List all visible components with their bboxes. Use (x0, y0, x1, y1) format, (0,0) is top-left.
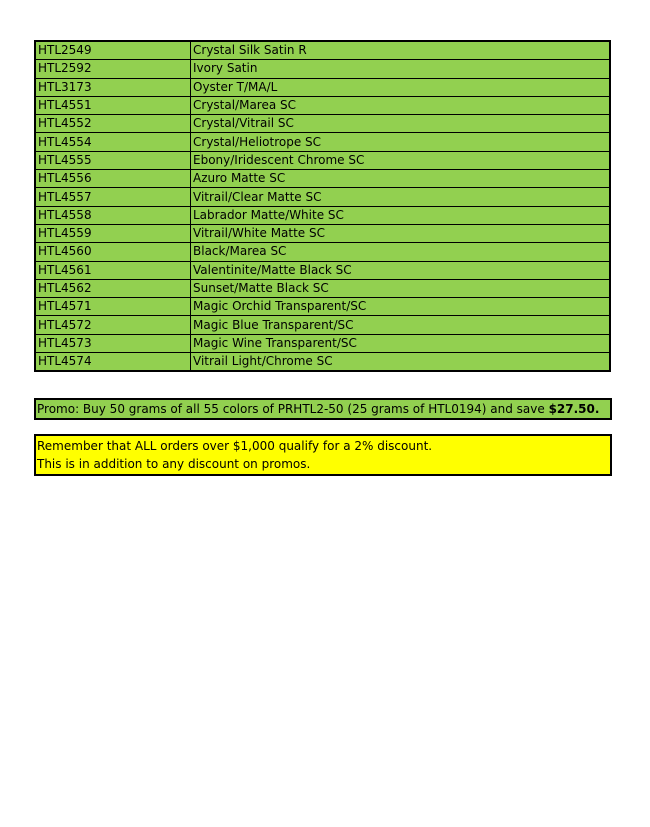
table-row (35, 243, 610, 261)
item-code-cell: HTL4551 (35, 96, 191, 114)
discount-notice (34, 434, 612, 476)
table-row (35, 41, 610, 60)
item-code-cell: HTL2549 (35, 41, 191, 60)
discount-notice-line-2: This is in addition to any discount on promos. (37, 457, 311, 471)
item-code-cell: HTL4554 (35, 133, 191, 151)
table-row (35, 78, 610, 96)
item-name-cell: Labrador Matte/White SC (191, 206, 611, 224)
item-name-cell: Vitrail/White Matte SC (191, 224, 611, 242)
item-code-cell: HTL4559 (35, 224, 191, 242)
item-name-cell: Oyster T/MA/L (191, 78, 611, 96)
item-code-cell: HTL3173 (35, 78, 191, 96)
table-row (35, 60, 610, 78)
item-code-cell: HTL4574 (35, 353, 191, 372)
item-code-cell: HTL4562 (35, 279, 191, 297)
table-row (35, 224, 610, 242)
item-name-cell: Magic Wine Transparent/SC (191, 334, 611, 352)
item-code-cell: HTL4552 (35, 115, 191, 133)
item-name-cell: Ebony/Iridescent Chrome SC (191, 151, 611, 169)
table-row (35, 353, 610, 372)
table-row (35, 115, 610, 133)
table-row (35, 261, 610, 279)
item-name-cell: Magic Blue Transparent/SC (191, 316, 611, 334)
promo-end: . (594, 402, 600, 416)
item-name-cell: Azuro Matte SC (191, 170, 611, 188)
table-row (35, 316, 610, 334)
item-code-cell: HTL4560 (35, 243, 191, 261)
table-row (35, 279, 610, 297)
promo-savings: $27.50 (548, 402, 595, 416)
color-table (34, 40, 611, 372)
table-row (35, 334, 610, 352)
item-name-cell: Magic Orchid Transparent/SC (191, 298, 611, 316)
table-row (35, 170, 610, 188)
item-code-cell: HTL4557 (35, 188, 191, 206)
table-row (35, 133, 610, 151)
item-name-cell: Ivory Satin (191, 60, 611, 78)
item-name-cell: Crystal/Heliotrope SC (191, 133, 611, 151)
item-name-cell: Sunset/Matte Black SC (191, 279, 611, 297)
item-code-cell: HTL4572 (35, 316, 191, 334)
promo-banner (34, 398, 612, 420)
table-row (35, 298, 610, 316)
item-name-cell: Black/Marea SC (191, 243, 611, 261)
item-name-cell: Crystal Silk Satin R (191, 41, 611, 60)
item-name-cell: Vitrail/Clear Matte SC (191, 188, 611, 206)
item-code-cell: HTL4561 (35, 261, 191, 279)
item-code-cell: HTL4571 (35, 298, 191, 316)
item-code-cell: HTL4558 (35, 206, 191, 224)
item-name-cell: Vitrail Light/Chrome SC (191, 353, 611, 372)
table-row (35, 96, 610, 114)
item-code-cell: HTL4556 (35, 170, 191, 188)
item-name-cell: Crystal/Vitrail SC (191, 115, 611, 133)
promo-text: Promo: Buy 50 grams of all 55 colors of PRHTL2-50 (25 grams of HTL0194) and save (37, 402, 549, 416)
color-table-body (35, 41, 610, 371)
table-row (35, 188, 610, 206)
item-name-cell: Valentinite/Matte Black SC (191, 261, 611, 279)
discount-notice-line-1: Remember that ALL orders over $1,000 qualify for a 2% discount. (37, 439, 433, 453)
item-name-cell: Crystal/Marea SC (191, 96, 611, 114)
table-row (35, 206, 610, 224)
item-code-cell: HTL2592 (35, 60, 191, 78)
item-code-cell: HTL4573 (35, 334, 191, 352)
item-code-cell: HTL4555 (35, 151, 191, 169)
table-row (35, 151, 610, 169)
